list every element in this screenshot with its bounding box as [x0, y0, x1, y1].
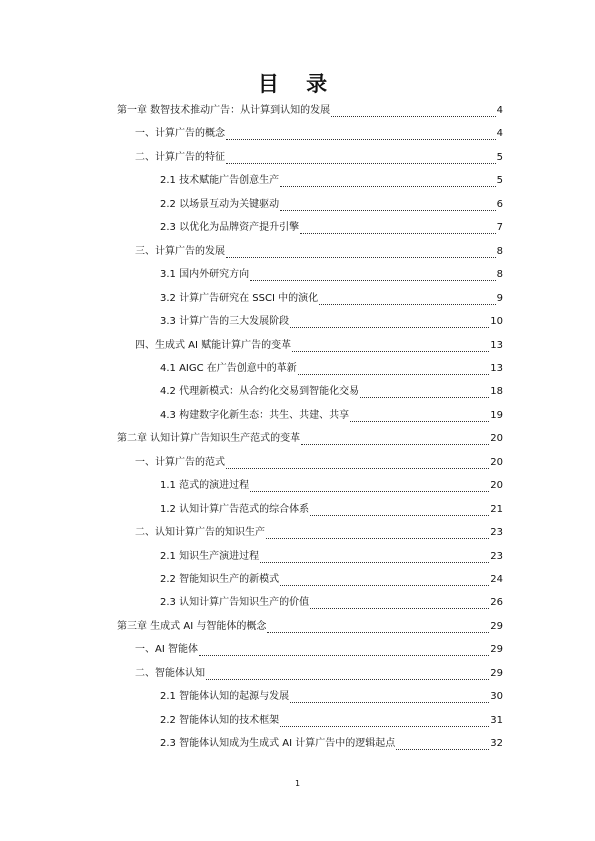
toc-entry-page-number: 4: [496, 105, 503, 116]
toc-entry-label: 3.3 计算广告的三大发展阶段: [160, 316, 290, 328]
toc-entry[interactable]: [135, 455, 503, 471]
toc-dot-leader: [199, 644, 489, 656]
toc-dot-leader: [290, 691, 489, 703]
toc-entry[interactable]: [160, 736, 503, 752]
toc-entry-page-number: 21: [490, 503, 503, 515]
toc-entry-label: 4.1 AIGC 在广告创意中的革新: [160, 362, 297, 374]
toc-dot-leader: [226, 152, 496, 164]
toc-entry-label: 3.2 计算广告研究在 SSCI 中的演化: [160, 292, 319, 304]
toc-entry-page-number: 20: [490, 480, 503, 492]
toc-entry-label: 2.2 智能体认知的技术框架: [160, 714, 280, 726]
toc-entry[interactable]: [160, 478, 503, 494]
toc-dot-leader: [292, 340, 489, 352]
toc-entry-label: 2.3 以优化为品牌资产提升引擎: [160, 222, 300, 234]
toc-entry-page-number: 10: [490, 316, 503, 328]
toc-dot-leader: [280, 715, 489, 727]
toc-entry-page-number: 26: [490, 597, 503, 609]
toc-dot-leader: [319, 293, 496, 305]
toc-entry[interactable]: [135, 244, 503, 260]
toc-dot-leader: [298, 363, 489, 375]
toc-entry[interactable]: [135, 642, 503, 658]
toc-entry-page-number: 20: [490, 456, 503, 468]
toc-entry[interactable]: [135, 525, 503, 541]
toc-entry-label: 二、智能体认知: [135, 667, 205, 679]
toc-entry[interactable]: [160, 713, 503, 729]
toc-entry[interactable]: [160, 408, 503, 424]
toc-entry[interactable]: [160, 595, 503, 611]
toc-entry[interactable]: [117, 619, 503, 635]
toc-entry[interactable]: [160, 361, 503, 377]
toc-entry-label: 一、计算广告的概念: [135, 128, 225, 140]
toc-entry[interactable]: [160, 384, 503, 400]
toc-dot-leader: [396, 738, 489, 750]
toc-entry-page-number: 23: [490, 550, 503, 562]
toc-dot-leader: [331, 105, 495, 117]
toc-entry-label: 3.1 国内外研究方向: [160, 269, 250, 281]
toc-entry-page-number: 6: [496, 198, 503, 210]
toc-entry[interactable]: [135, 338, 503, 354]
toc-entry-label: 2.1 智能体认知的起源与发展: [160, 691, 290, 703]
toc-entry-label: 第三章 生成式 AI 与智能体的概念: [117, 620, 267, 632]
toc-entry-page-number: 29: [490, 644, 503, 656]
toc-dot-leader: [290, 316, 489, 328]
toc-entry-label: 二、认知计算广告的知识生产: [135, 527, 265, 539]
toc-entry-page-number: 23: [490, 527, 503, 539]
toc-dot-leader: [250, 480, 489, 492]
toc-entry[interactable]: [117, 431, 503, 447]
toc-dot-leader: [310, 504, 489, 516]
toc-entry-page-number: 31: [490, 714, 503, 726]
toc-entry-page-number: 7: [496, 222, 503, 234]
toc-dot-leader: [280, 175, 496, 187]
toc-entry-label: 2.3 智能体认知成为生成式 AI 计算广告中的逻辑起点: [160, 738, 396, 750]
toc-entry-page-number: 8: [496, 245, 503, 257]
toc-entry-page-number: 29: [490, 667, 503, 679]
toc-entry-label: 第一章 数智技术推动广告：从计算到认知的发展: [117, 105, 331, 116]
toc-entry-label: 第二章 认知计算广告知识生产范式的变革: [117, 433, 301, 445]
toc-dot-leader: [301, 433, 489, 445]
toc-entry-page-number: 13: [490, 339, 503, 351]
toc-entry-label: 1.1 范式的演进过程: [160, 480, 250, 492]
toc-dot-leader: [250, 269, 496, 281]
toc-entry-page-number: 18: [490, 386, 503, 398]
toc-dot-leader: [226, 128, 496, 140]
toc-entry[interactable]: [160, 267, 503, 283]
toc-entry[interactable]: [160, 689, 503, 705]
toc-entry-label: 2.2 以场景互动为关键驱动: [160, 198, 280, 210]
toc-dot-leader: [280, 574, 489, 586]
toc-entry-page-number: 32: [490, 738, 503, 750]
page-title: 目 录: [257, 72, 338, 96]
toc-entry-label: 一、计算广告的范式: [135, 456, 225, 468]
toc-entry[interactable]: [117, 103, 503, 119]
toc-entry[interactable]: [160, 291, 503, 307]
footer-page-number: 1: [294, 779, 301, 788]
toc-dot-leader: [266, 527, 489, 539]
toc-dot-leader: [350, 410, 489, 422]
toc-entry-label: 三、计算广告的发展: [135, 245, 225, 257]
toc-entry-page-number: 20: [490, 433, 503, 445]
toc-entry[interactable]: [135, 126, 503, 142]
toc-entry-label: 四、生成式 AI 赋能计算广告的变革: [135, 339, 292, 351]
toc-entry-page-number: 29: [490, 620, 503, 632]
toc-entry[interactable]: [160, 314, 503, 330]
toc-entry[interactable]: [135, 150, 503, 166]
toc-dot-leader: [280, 199, 496, 211]
toc-entry-label: 4.2 代理新模式：从合约化交易到智能化交易: [160, 386, 360, 398]
toc-entry-page-number: 30: [490, 691, 503, 703]
toc-entry-page-number: 5: [496, 175, 503, 187]
toc-dot-leader: [310, 597, 489, 609]
toc-entry-page-number: 19: [490, 409, 503, 421]
toc-dot-leader: [300, 222, 496, 234]
toc-entry-label: 二、计算广告的特征: [135, 151, 225, 163]
toc-entry[interactable]: [160, 572, 503, 588]
toc-entry-label: 2.1 知识生产演进过程: [160, 550, 260, 562]
toc-entry-page-number: 13: [490, 362, 503, 374]
toc-entry-page-number: 9: [496, 292, 503, 304]
toc-entry-label: 一、AI 智能体: [135, 644, 198, 656]
toc-dot-leader: [206, 668, 489, 680]
toc-dot-leader: [226, 457, 489, 469]
toc-dot-leader: [226, 246, 496, 258]
toc-entry-label: 2.3 认知计算广告知识生产的价值: [160, 597, 310, 609]
toc-entry[interactable]: [135, 666, 503, 682]
toc-entry-page-number: 5: [496, 151, 503, 163]
toc-entry-label: 1.2 认知计算广告范式的综合体系: [160, 503, 310, 515]
toc-dot-leader: [260, 551, 489, 563]
toc-entry[interactable]: [160, 197, 503, 213]
toc-entry[interactable]: [160, 549, 503, 565]
toc-entry-label: 2.2 智能知识生产的新模式: [160, 574, 280, 585]
toc-entry[interactable]: [160, 173, 503, 189]
toc-entry-page-number: 8: [496, 269, 503, 281]
toc-entry-page-number: 4: [496, 128, 503, 140]
toc-dot-leader: [360, 386, 489, 398]
toc-entry-label: 2.1 技术赋能广告创意生产: [160, 175, 280, 187]
toc-entry[interactable]: [160, 220, 503, 236]
toc-entry-page-number: 24: [490, 574, 503, 585]
toc-entry[interactable]: [160, 502, 503, 518]
toc-dot-leader: [267, 621, 489, 633]
toc-entry-label: 4.3 构建数字化新生态：共生、共建、共享: [160, 409, 350, 421]
